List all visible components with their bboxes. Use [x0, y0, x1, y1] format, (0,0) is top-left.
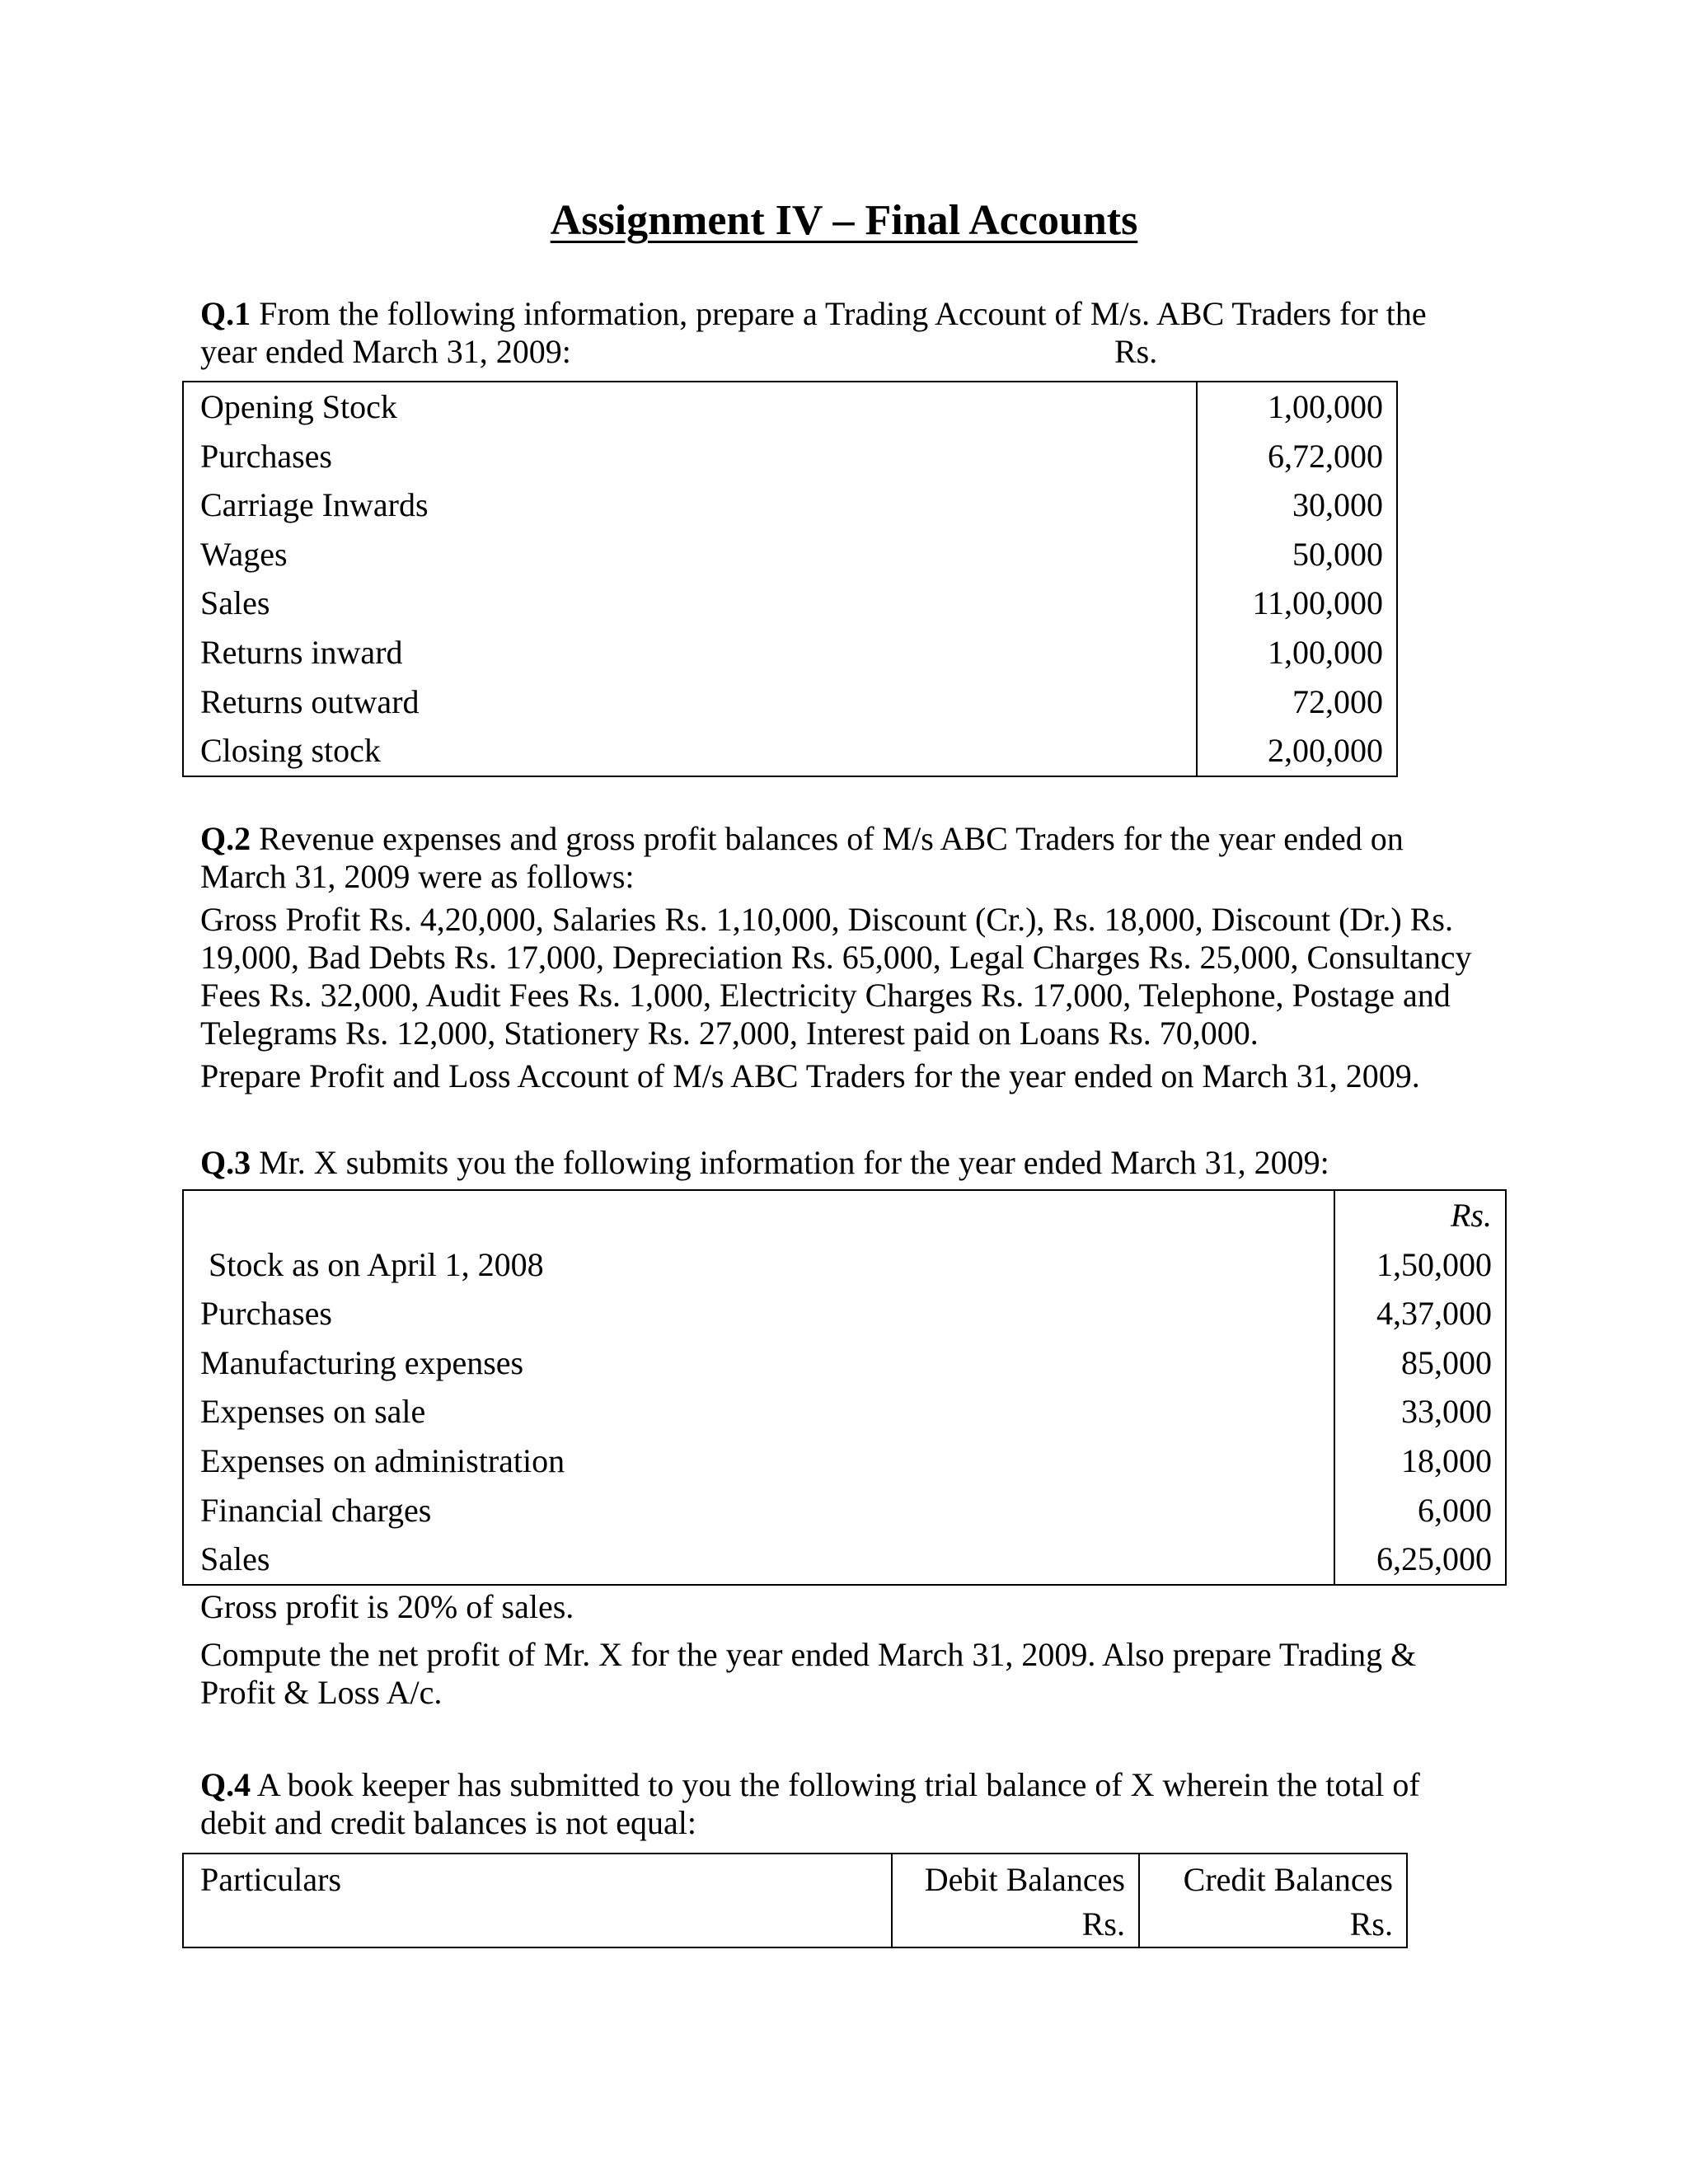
row-label: Expenses on sale — [183, 1387, 1334, 1436]
row-label: Wages — [183, 530, 1197, 579]
row-value: 85,000 — [1401, 1343, 1492, 1381]
q2-instruction: Prepare Profit and Loss Account of M/s ABC Traders for the year ended on March 31, 2009. — [200, 1057, 1420, 1094]
row-value: 2,00,000 — [1268, 732, 1383, 770]
row-label: Manufacturing expenses — [183, 1338, 1334, 1388]
table-row — [183, 480, 1397, 530]
row-label: Expenses on administration — [183, 1436, 1334, 1486]
row-value: 72,000 — [1292, 682, 1383, 720]
page-title: Assignment IV – Final Accounts — [550, 197, 1138, 244]
table-row — [183, 726, 1397, 776]
row-label: Carriage Inwards — [183, 480, 1197, 530]
q2-data-line1: Gross Profit Rs. 4,20,000, Salaries Rs. 1,10,000, Discount (Cr.), Rs. 18,000, Discount (Dr.) Rs. — [200, 901, 1453, 938]
row-label: Closing stock — [183, 726, 1197, 776]
row-value: 33,000 — [1401, 1393, 1492, 1431]
q3-instruction-line1: Compute the net profit of Mr. X for the year ended March 31, 2009. Also prepare Trading & — [200, 1636, 1417, 1673]
table-row — [183, 1240, 1506, 1290]
row-value: 1,00,000 — [1268, 388, 1383, 425]
q2-data-line3: Fees Rs. 32,000, Audit Fees Rs. 1,000, Electricity Charges Rs. 17,000, Telephone, Postage and — [200, 977, 1451, 1014]
header-credit — [1139, 1854, 1407, 1947]
table-row — [183, 382, 1397, 432]
row-label: Returns outward — [183, 677, 1197, 727]
q3-note: Gross profit is 20% of sales. — [200, 1588, 574, 1625]
q3-instruction-line2: Profit & Loss A/c. — [200, 1674, 443, 1711]
header-debit-label: Debit Balances — [924, 1861, 1125, 1898]
header-credit-label: Credit Balances — [1183, 1861, 1393, 1898]
table-row — [183, 579, 1397, 628]
table-row — [183, 530, 1397, 579]
q3-currency: Rs. — [1451, 1197, 1492, 1234]
q2-data-line2: 19,000, Bad Debts Rs. 17,000, Depreciation Rs. 65,000, Legal Charges Rs. 25,000, Consultancy — [200, 939, 1472, 976]
row-label: Opening Stock — [183, 382, 1197, 432]
table-header-row — [183, 1854, 1407, 1947]
row-value: 6,25,000 — [1376, 1540, 1492, 1578]
row-value: 11,00,000 — [1252, 584, 1383, 622]
q2-intro-line1 — [200, 820, 1490, 858]
table-row — [183, 1289, 1506, 1338]
table-row — [183, 1486, 1506, 1535]
row-value: 6,000 — [1418, 1491, 1492, 1529]
row-value: 6,72,000 — [1268, 437, 1383, 475]
header-debit — [892, 1854, 1139, 1947]
q2-label: Q.2 — [200, 820, 251, 857]
table-row — [183, 432, 1397, 481]
row-value: 1,50,000 — [1376, 1245, 1492, 1283]
table-row — [183, 1436, 1506, 1486]
q2-data-line4: Telegrams Rs. 12,000, Stationery Rs. 27,000, Interest paid on Loans Rs. 70,000. — [200, 1015, 1259, 1052]
row-label: Financial charges — [183, 1486, 1334, 1535]
row-label: Sales — [183, 1535, 1334, 1585]
header-debit-unit: Rs. — [1081, 1905, 1125, 1943]
row-label: Purchases — [183, 432, 1197, 481]
header-credit-unit: Rs. — [1349, 1905, 1393, 1943]
q4-label: Q.4 — [200, 1766, 251, 1803]
row-value: 4,37,000 — [1376, 1295, 1492, 1333]
q4-text-line1 — [200, 1766, 1490, 1804]
q3-table — [182, 1189, 1507, 1586]
table-row — [183, 1535, 1506, 1585]
table-row — [183, 1387, 1506, 1436]
row-value: 30,000 — [1292, 486, 1383, 524]
table-row — [183, 628, 1397, 677]
row-value: 50,000 — [1292, 535, 1383, 573]
q4-text-line2: debit and credit balances is not equal: — [200, 1804, 697, 1841]
q4-text: A book keeper has submitted to you the following trial balance of X wherein the total of — [256, 1766, 1420, 1803]
header-particulars: Particulars — [200, 1861, 342, 1898]
q3-text-body: Mr. X submits you the following information for the year ended March 31, 2009: — [259, 1144, 1329, 1181]
row-label: Purchases — [183, 1289, 1334, 1338]
q1-text-line2: year ended March 31, 2009: — [200, 333, 571, 370]
row-label: Returns inward — [183, 628, 1197, 677]
q1-text-line1 — [200, 295, 1490, 333]
q1-label: Q.1 — [200, 295, 251, 332]
q1-currency: Rs. — [1114, 333, 1158, 370]
q3-label: Q.3 — [200, 1144, 251, 1181]
table-row — [183, 677, 1397, 727]
q4-table — [182, 1853, 1408, 1948]
q1-table — [182, 381, 1398, 777]
row-value: 18,000 — [1401, 1441, 1492, 1479]
row-label: Stock as on April 1, 2008 — [183, 1240, 1334, 1290]
q3-text — [200, 1144, 1490, 1182]
row-label: Sales — [183, 579, 1197, 628]
table-row — [183, 1190, 1506, 1240]
q2-intro: Revenue expenses and gross profit balances of M/s ABC Traders for the year ended on — [259, 820, 1404, 857]
q1-text: From the following information, prepare a Trading Account of M/s. ABC Traders for the — [259, 295, 1427, 332]
row-value: 1,00,000 — [1268, 633, 1383, 671]
table-row — [183, 1338, 1506, 1388]
row-label — [183, 1190, 1334, 1240]
q2-intro-line2: March 31, 2009 were as follows: — [200, 858, 635, 895]
